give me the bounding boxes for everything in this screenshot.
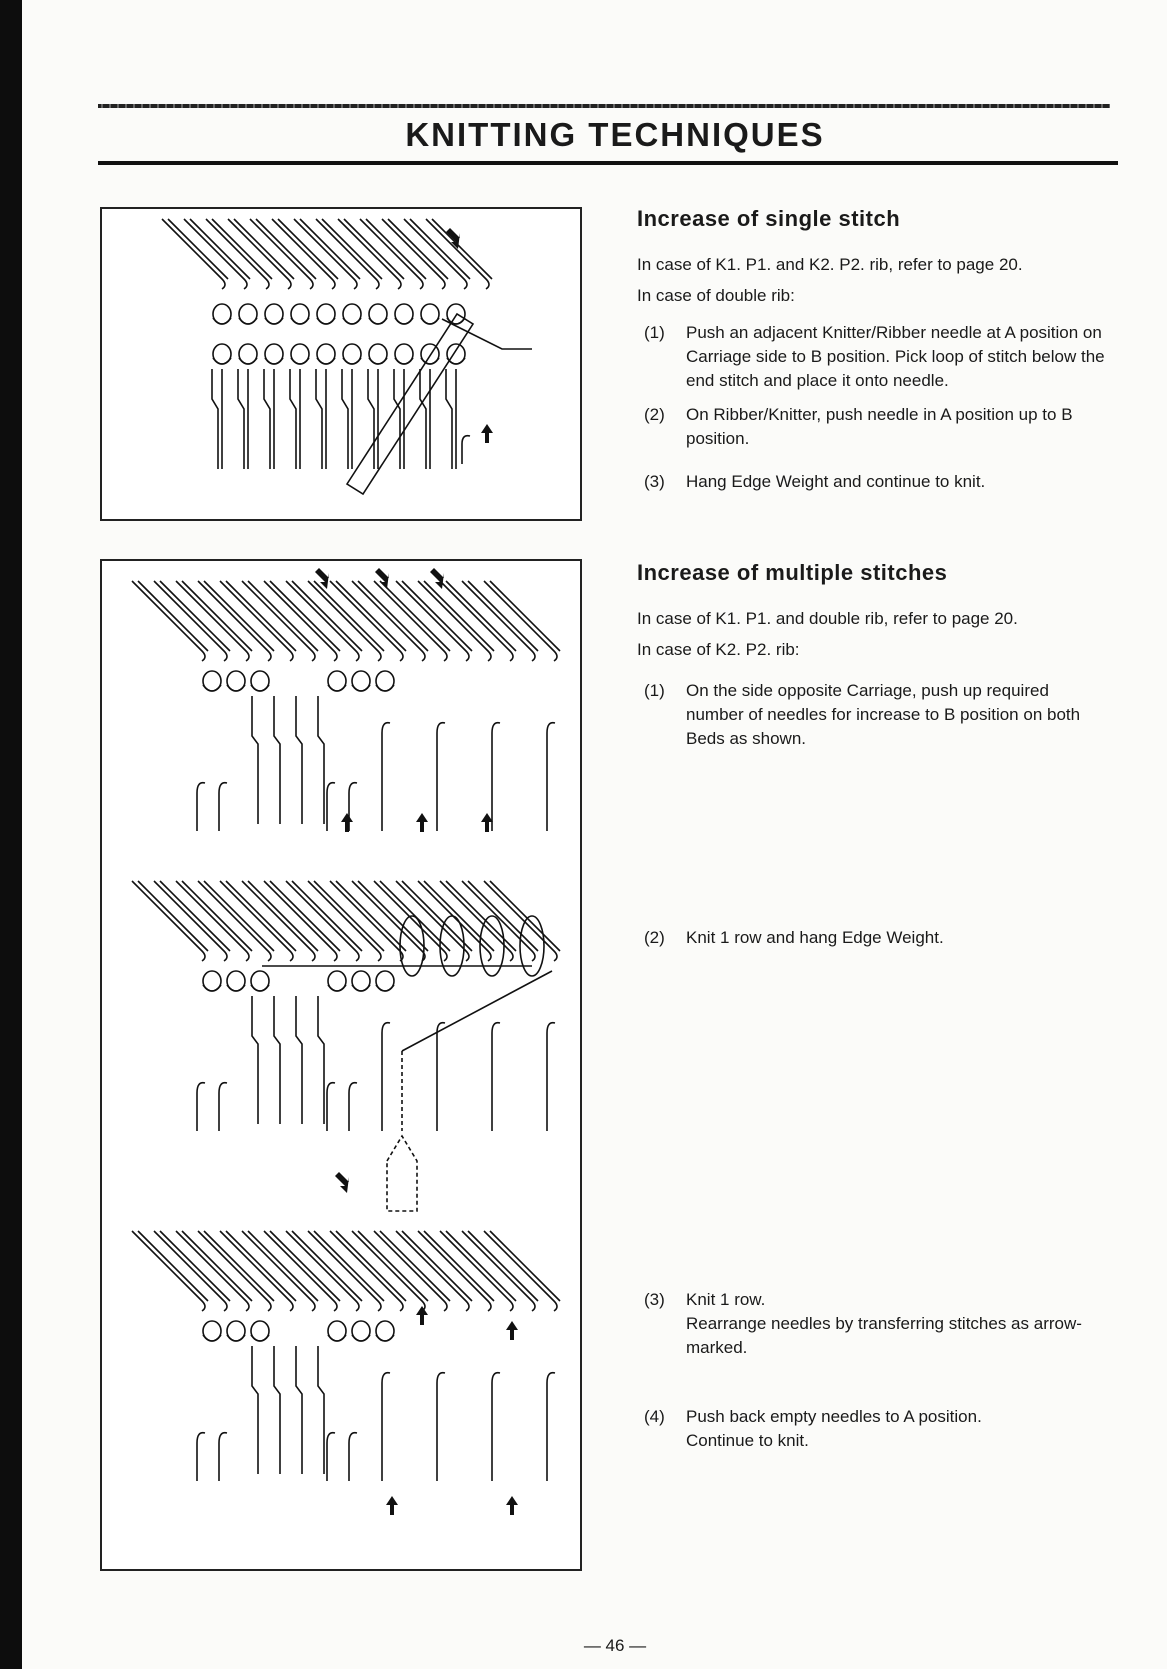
multiple-intro-line: In case of K1. P1. and double rib, refer to page 20. <box>637 609 1018 628</box>
rib-needle <box>492 723 500 831</box>
arrow-up-icon <box>481 424 493 443</box>
stitch-loop <box>203 1335 221 1341</box>
yarn-strand <box>446 369 456 469</box>
rib-needle <box>327 1083 335 1131</box>
stitch-loop <box>376 1335 394 1341</box>
arrow-up-icon <box>506 1496 518 1515</box>
arrow-up-icon <box>341 813 353 832</box>
multiple-stitch-increase-figure <box>100 559 582 1571</box>
stitch-loop <box>251 985 269 991</box>
stitch-loop <box>239 358 257 364</box>
yarn-strand <box>252 696 258 824</box>
stitch-loop <box>227 1335 245 1341</box>
step-text: Push back empty needles to A position. Continue to knit. <box>686 1407 982 1450</box>
rib-needle <box>382 723 390 831</box>
stitch-loop <box>328 985 346 991</box>
yarn-strand <box>342 369 352 469</box>
single-intro-line: In case of K1. P1. and K2. P2. rib, refer to page 20. <box>637 255 1023 274</box>
step-text: Hang Edge Weight and continue to knit. <box>686 472 986 491</box>
yarn-strand <box>318 696 324 824</box>
yarn-strand <box>264 369 274 469</box>
single-stitch-increase-figure <box>100 207 582 521</box>
stitch-loop <box>251 1335 269 1341</box>
transfer-tool-icon <box>347 314 473 494</box>
stitch-loop <box>265 318 283 324</box>
yarn-strand <box>252 1346 258 1474</box>
rib-needle <box>492 1373 500 1481</box>
rib-needle <box>349 1433 357 1481</box>
stitch-loop <box>239 318 257 324</box>
stitch-loop <box>203 985 221 991</box>
needle-line <box>160 881 230 951</box>
step-text: On Ribber/Knitter, push needle in A position up to B position. <box>686 405 1073 448</box>
stitch-loop <box>369 318 387 324</box>
rib-needle <box>547 1023 555 1131</box>
stitch-loop <box>376 685 394 691</box>
stitch-loop <box>343 358 361 364</box>
stitch-loop <box>265 358 283 364</box>
rib-needle <box>382 1373 390 1481</box>
stitch-loop <box>328 1335 346 1341</box>
rib-needle <box>547 1373 555 1481</box>
yarn-strand <box>274 696 280 824</box>
step-number: (1) <box>644 681 665 700</box>
rib-needle <box>462 436 470 464</box>
needle-line <box>160 1231 230 1301</box>
yarn-strand <box>212 369 222 469</box>
comb-wire <box>262 966 552 1051</box>
rib-needle <box>382 1023 390 1131</box>
yarn-strand <box>274 996 280 1124</box>
stitch-loop <box>317 358 335 364</box>
stitch-loop <box>400 916 424 976</box>
rib-needle <box>349 1083 357 1131</box>
stitch-loop <box>213 318 231 324</box>
rib-needle <box>547 723 555 831</box>
rib-needle <box>219 1433 227 1481</box>
needle-line <box>138 581 208 651</box>
yarn-strand <box>290 369 300 469</box>
arrow-down-icon <box>335 1172 349 1193</box>
top-decorative-rule <box>98 104 1110 108</box>
yarn-strand <box>238 369 248 469</box>
rib-needle <box>492 1023 500 1131</box>
arrow-down-icon <box>375 568 389 589</box>
page-number: — 46 — <box>583 1636 647 1655</box>
yarn-strand <box>368 369 378 469</box>
rib-needle <box>327 783 335 831</box>
yarn-strand <box>296 696 302 824</box>
multiple-stitches-heading: Increase of multiple stitches <box>637 560 948 585</box>
step-text: Push an adjacent Knitter/Ribber needle at A position on Carriage side to B position. Pick loop of stitch below the end stitch and place it onto needle. <box>686 323 1105 390</box>
step-number: (2) <box>644 405 665 424</box>
arrow-up-icon <box>416 813 428 832</box>
stitch-loop <box>421 358 439 364</box>
rib-needle <box>437 1023 445 1131</box>
needle-line <box>484 1231 557 1311</box>
step-number: (4) <box>644 1407 665 1426</box>
stitch-loop <box>213 358 231 364</box>
step-text: On the side opposite Carriage, push up required number of needles for increase to B position on both Beds as shown. <box>686 681 1081 748</box>
stitch-loop <box>369 358 387 364</box>
needle-line <box>138 881 208 951</box>
step-number: (3) <box>644 1290 665 1309</box>
yarn-strand <box>316 369 326 469</box>
rib-needle <box>437 723 445 831</box>
stitch-loop <box>203 685 221 691</box>
yarn-strand <box>318 1346 324 1474</box>
single-stitch-heading: Increase of single stitch <box>637 206 901 231</box>
arrow-up-icon <box>506 1321 518 1340</box>
stitch-loop <box>395 358 413 364</box>
stitch-loop <box>227 985 245 991</box>
stitch-loop <box>317 318 335 324</box>
rib-needle <box>197 1083 205 1131</box>
rib-needle <box>437 1373 445 1481</box>
yarn-strand <box>252 996 258 1124</box>
stitch-loop <box>352 1335 370 1341</box>
rib-needle <box>219 1083 227 1131</box>
stitch-loop <box>291 318 309 324</box>
rib-needle <box>197 783 205 831</box>
title-underline <box>98 161 1118 165</box>
rib-needle <box>327 1433 335 1481</box>
yarn-strand <box>274 1346 280 1474</box>
yarn-strand <box>296 996 302 1124</box>
arrow-up-icon <box>386 1496 398 1515</box>
step-text: Knit 1 row. Rearrange needles by transferring stitches as arrow-marked. <box>686 1290 1082 1357</box>
yarn-strand <box>296 1346 302 1474</box>
stitch-loop <box>328 685 346 691</box>
stitch-loop <box>251 685 269 691</box>
yarn-strand <box>394 369 404 469</box>
single-intro-line: In case of double rib: <box>637 286 795 305</box>
step-number: (3) <box>644 472 665 491</box>
arrow-down-icon <box>315 568 329 589</box>
stitch-loop <box>376 985 394 991</box>
edge-weight-icon <box>387 1051 417 1211</box>
needle-line <box>426 219 489 289</box>
needle-line <box>160 581 230 651</box>
arrow-down-icon <box>430 568 444 589</box>
stitch-loop <box>227 685 245 691</box>
stitch-loop <box>421 318 439 324</box>
arrow-up-icon <box>416 1306 428 1325</box>
rib-needle <box>349 783 357 831</box>
needle-line <box>484 581 557 661</box>
binding-edge <box>0 0 22 1669</box>
rib-needle <box>219 783 227 831</box>
needle-line <box>138 1231 208 1301</box>
rib-needle <box>197 1433 205 1481</box>
step-number: (1) <box>644 323 665 342</box>
stitch-loop <box>352 685 370 691</box>
stitch-loop <box>395 318 413 324</box>
stitch-loop <box>343 318 361 324</box>
step-number: (2) <box>644 928 665 947</box>
stitch-loop <box>291 358 309 364</box>
page-title: KNITTING TECHNIQUES <box>405 116 825 153</box>
yarn-strand <box>318 996 324 1124</box>
stitch-loop <box>352 985 370 991</box>
step-text: Knit 1 row and hang Edge Weight. <box>686 928 944 947</box>
yarn-strand <box>420 369 430 469</box>
multiple-intro-line: In case of K2. P2. rib: <box>637 640 800 659</box>
